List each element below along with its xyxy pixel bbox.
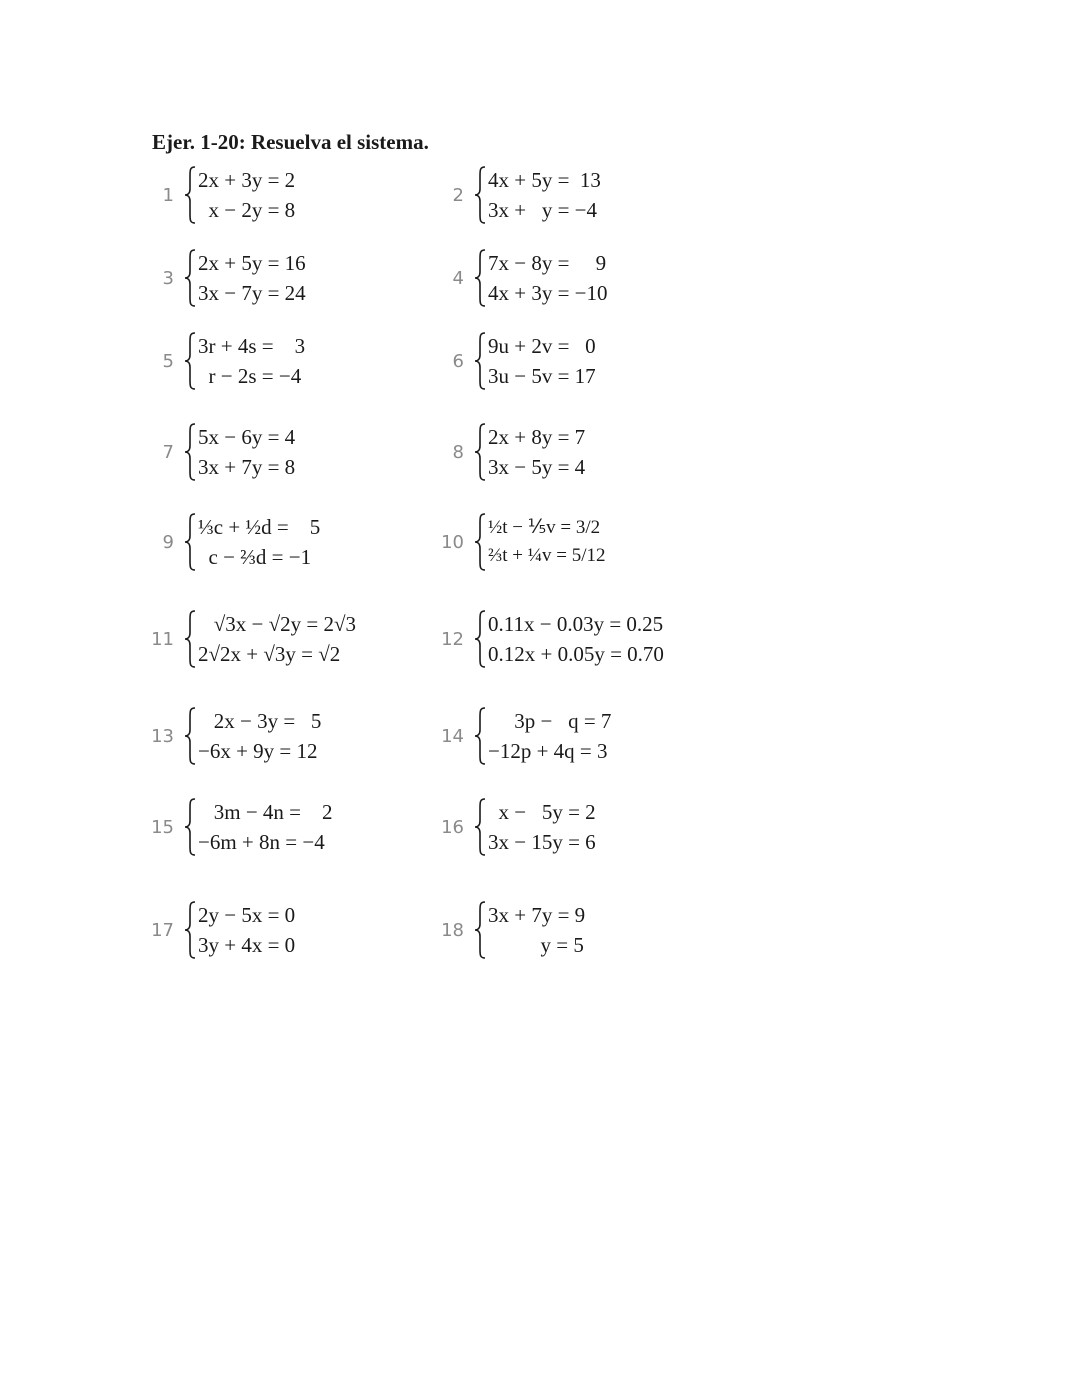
equation-system xyxy=(198,165,295,225)
problem-number: 13 xyxy=(151,725,174,747)
equation-1: ⅓c + ½d = 5 xyxy=(198,515,321,539)
left-brace-icon xyxy=(184,901,196,959)
equation-system xyxy=(488,797,596,857)
left-brace-icon xyxy=(184,707,196,765)
problem-2 xyxy=(440,163,601,227)
equation-2: −6m + 8n = −4 xyxy=(198,830,325,854)
problem-number: 14 xyxy=(441,725,464,747)
equation-2: 2√2x + √3y = √2 xyxy=(198,642,341,666)
left-brace-icon xyxy=(474,423,486,481)
left-brace-icon xyxy=(184,423,196,481)
equation-2: ⅔t + ¼v = 5/12 xyxy=(488,545,606,566)
problem-5 xyxy=(150,329,305,393)
equation-1: 2x + 3y = 2 xyxy=(198,168,296,192)
problem-10 xyxy=(440,510,606,574)
problem-13 xyxy=(150,704,321,768)
equation-system xyxy=(488,706,611,766)
equation-system xyxy=(198,512,320,572)
equation-2: 3u − 5v = 17 xyxy=(488,364,596,388)
left-brace-icon xyxy=(474,513,486,571)
problem-9 xyxy=(150,510,320,574)
problem-14 xyxy=(440,704,611,768)
left-brace-icon xyxy=(474,249,486,307)
equation-system xyxy=(198,900,295,960)
left-brace-icon xyxy=(184,166,196,224)
problem-3 xyxy=(150,246,306,310)
equation-system xyxy=(198,609,356,669)
left-brace-icon xyxy=(474,798,486,856)
problem-number: 7 xyxy=(162,441,174,463)
equation-1: 3r + 4s = 3 xyxy=(198,334,306,358)
problem-number: 8 xyxy=(452,441,464,463)
problem-number: 16 xyxy=(441,816,464,838)
problem-number: 17 xyxy=(151,919,174,941)
equation-2: 0.12x + 0.05y = 0.70 xyxy=(488,642,664,666)
problem-6 xyxy=(440,329,596,393)
equation-1: √3x − √2y = 2√3 xyxy=(198,612,357,636)
equation-1: 2y − 5x = 0 xyxy=(198,903,296,927)
exercise-heading: Ejer. 1-20: Resuelva el sistema. xyxy=(152,130,429,154)
equation-1: 0.11x − 0.03y = 0.25 xyxy=(488,612,664,636)
problem-number: 2 xyxy=(452,184,464,206)
equation-system xyxy=(198,422,295,482)
equation-1: ½t − ⅕v = 3/2 xyxy=(488,517,601,538)
problem-8 xyxy=(440,420,585,484)
equation-1: 3m − 4n = 2 xyxy=(198,800,333,824)
equation-2: −12p + 4q = 3 xyxy=(488,739,608,763)
equation-2: 3x − 5y = 4 xyxy=(488,455,586,479)
equation-1: 9u + 2v = 0 xyxy=(488,334,596,358)
equation-system xyxy=(198,331,305,391)
left-brace-icon xyxy=(184,249,196,307)
problem-number: 12 xyxy=(441,628,464,650)
problem-number: 15 xyxy=(151,816,174,838)
problem-number: 18 xyxy=(441,919,464,941)
problem-number: 3 xyxy=(162,267,174,289)
problem-12 xyxy=(440,607,664,671)
problem-number: 10 xyxy=(441,531,464,553)
problem-18 xyxy=(440,898,585,962)
equation-2: x − 2y = 8 xyxy=(198,198,296,222)
left-brace-icon xyxy=(184,332,196,390)
problem-number: 11 xyxy=(151,628,174,650)
equation-1: 5x − 6y = 4 xyxy=(198,425,296,449)
equation-system xyxy=(488,900,585,960)
equation-1: 7x − 8y = 9 xyxy=(488,251,607,275)
equation-1: 3x + 7y = 9 xyxy=(488,903,586,927)
equation-system xyxy=(488,422,585,482)
problem-11 xyxy=(150,607,356,671)
problem-7 xyxy=(150,420,295,484)
equation-system xyxy=(488,165,601,225)
problem-number: 6 xyxy=(452,350,464,372)
left-brace-icon xyxy=(474,166,486,224)
equation-2: 3x + y = −4 xyxy=(488,198,598,222)
equation-2: 3x + 7y = 8 xyxy=(198,455,296,479)
equation-1: 4x + 5y = 13 xyxy=(488,168,601,192)
left-brace-icon xyxy=(184,798,196,856)
left-brace-icon xyxy=(474,901,486,959)
equation-1: 2x − 3y = 5 xyxy=(198,709,322,733)
equation-1: x − 5y = 2 xyxy=(488,800,596,824)
left-brace-icon xyxy=(474,610,486,668)
equation-1: 3p − q = 7 xyxy=(488,709,612,733)
equation-2: −6x + 9y = 12 xyxy=(198,739,318,763)
problem-17 xyxy=(150,898,295,962)
equation-system xyxy=(488,331,596,391)
equation-1: 2x + 5y = 16 xyxy=(198,251,306,275)
equation-2: 3x − 7y = 24 xyxy=(198,281,306,305)
left-brace-icon xyxy=(184,610,196,668)
problem-number: 4 xyxy=(452,267,464,289)
left-brace-icon xyxy=(184,513,196,571)
problem-number: 5 xyxy=(162,350,174,372)
equation-1: 2x + 8y = 7 xyxy=(488,425,586,449)
equation-2: r − 2s = −4 xyxy=(198,364,302,388)
left-brace-icon xyxy=(474,707,486,765)
problem-1 xyxy=(150,163,295,227)
equation-2: 3y + 4x = 0 xyxy=(198,933,296,957)
equation-2: 3x − 15y = 6 xyxy=(488,830,596,854)
left-brace-icon xyxy=(474,332,486,390)
equation-system xyxy=(198,248,306,308)
equation-system xyxy=(488,248,608,308)
problem-4 xyxy=(440,246,608,310)
equation-system xyxy=(488,514,606,570)
problem-number: 1 xyxy=(162,184,174,206)
problem-number: 9 xyxy=(162,531,174,553)
equation-2: y = 5 xyxy=(488,933,584,957)
equation-system xyxy=(198,797,333,857)
equation-2: 4x + 3y = −10 xyxy=(488,281,608,305)
problem-15 xyxy=(150,795,333,859)
equation-2: c − ⅔d = −1 xyxy=(198,545,312,569)
problem-16 xyxy=(440,795,596,859)
equation-system xyxy=(198,706,321,766)
equation-system xyxy=(488,609,664,669)
